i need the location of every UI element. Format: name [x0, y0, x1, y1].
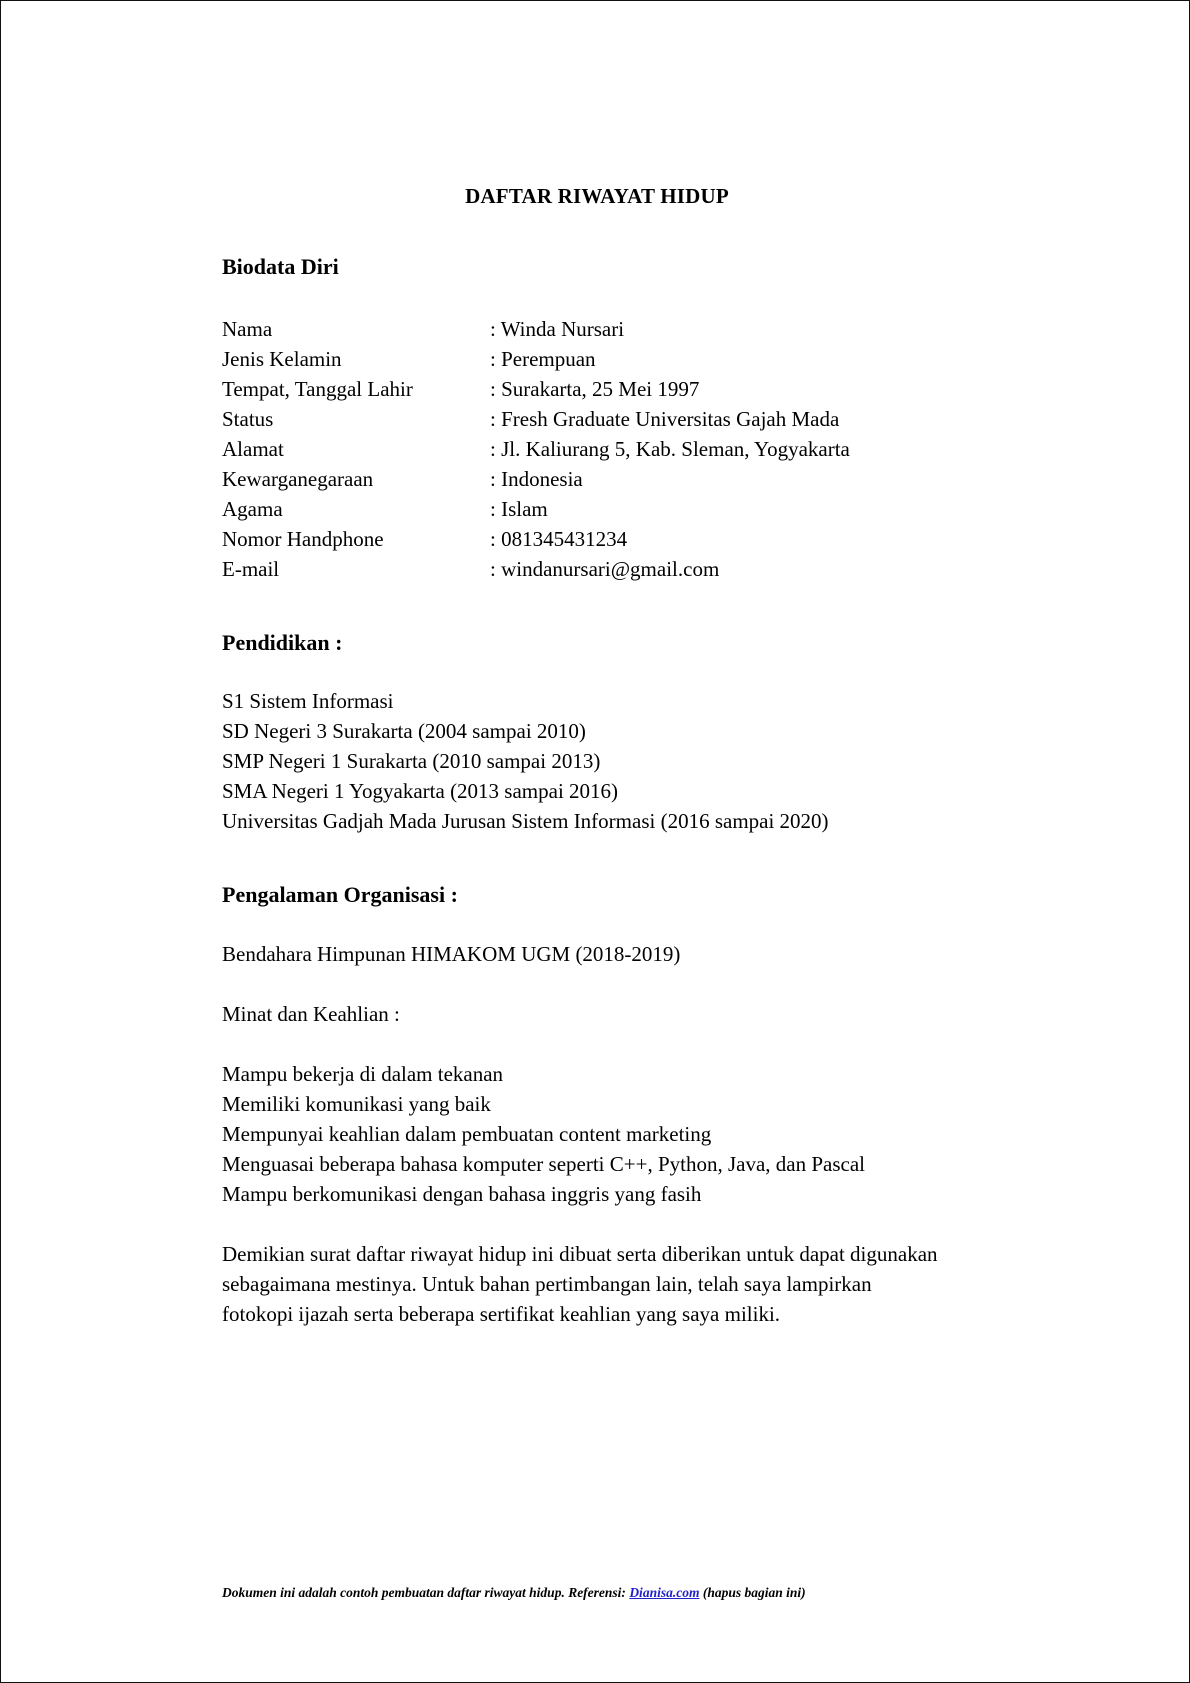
- biodata-label: Status: [222, 406, 274, 431]
- biodata-value: : windanursari@gmail.com: [490, 556, 720, 581]
- biodata-value: : Fresh Graduate Universitas Gajah Mada: [490, 406, 840, 431]
- biodata-label: Nomor Handphone: [222, 526, 384, 551]
- section-heading-biodata: Biodata Diri: [222, 254, 339, 279]
- footer-text-before: Dokumen ini adalah contoh pembuatan daftar riwayat hidup. Referensi:: [222, 1585, 630, 1600]
- biodata-label: E-mail: [222, 556, 280, 581]
- biodata-value: : Perempuan: [490, 346, 596, 371]
- section-heading-pendidikan: Pendidikan :: [222, 629, 343, 655]
- biodata-table-body: [222, 314, 850, 584]
- biodata-value: : 081345431234: [490, 526, 628, 551]
- list-item: S1 Sistem Informasi: [222, 689, 394, 713]
- list-item: SD Negeri 3 Surakarta (2004 sampai 2010): [222, 719, 586, 743]
- footer-reference-link[interactable]: Dianisa.com: [629, 1585, 700, 1600]
- list-item: Menguasai beberapa bahasa komputer seperti C++, Python, Java, dan Pascal: [222, 1151, 866, 1176]
- table-row: [222, 434, 850, 464]
- document-body: [222, 1, 952, 1329]
- biodata-value: : Surakarta, 25 Mei 1997: [490, 376, 700, 401]
- biodata-label: Kewarganegaraan: [222, 466, 374, 491]
- list-item: Mampu berkomunikasi dengan bahasa inggris yang fasih: [222, 1181, 702, 1206]
- table-row: [222, 314, 850, 344]
- section-heading-organisasi: Pengalaman Organisasi :: [222, 882, 458, 907]
- biodata-value: : Jl. Kaliurang 5, Kab. Sleman, Yogyakarta: [490, 436, 850, 461]
- closing-paragraph: Demikian surat daftar riwayat hidup ini dibuat serta diberikan untuk dapat digunakan sebagaimana mestinya. Untuk bahan pertimbangan lain, telah saya lampirkan fotokopi ijazah serta beberapa sertifikat keahlian yang saya miliki.: [222, 1241, 938, 1326]
- table-row: [222, 494, 850, 524]
- table-row: [222, 554, 850, 584]
- page-title: DAFTAR RIWAYAT HIDUP: [465, 184, 729, 208]
- list-item: Mampu bekerja di dalam tekanan: [222, 1061, 504, 1086]
- table-row: [222, 374, 850, 404]
- biodata-value: : Indonesia: [490, 466, 583, 491]
- list-item: SMA Negeri 1 Yogyakarta (2013 sampai 2016): [222, 779, 619, 803]
- biodata-label: Nama: [222, 316, 273, 341]
- list-item: Universitas Gadjah Mada Jurusan Sistem Informasi (2016 sampai 2020): [222, 809, 829, 833]
- biodata-value: : Islam: [490, 496, 548, 521]
- organisasi-list: [222, 939, 952, 969]
- minat-list: [222, 1059, 952, 1209]
- list-item: SMP Negeri 1 Surakarta (2010 sampai 2013): [222, 749, 601, 773]
- pendidikan-list: [222, 686, 952, 836]
- table-row: [222, 524, 850, 554]
- biodata-label: Tempat, Tanggal Lahir: [222, 376, 413, 401]
- list-item: Mempunyai keahlian dalam pembuatan content marketing: [222, 1121, 712, 1146]
- table-row: [222, 464, 850, 494]
- table-row: [222, 404, 850, 434]
- biodata-label: Alamat: [222, 436, 284, 461]
- biodata-table: [222, 314, 850, 584]
- table-row: [222, 344, 850, 374]
- list-item: Memiliki komunikasi yang baik: [222, 1091, 491, 1116]
- section-heading-minat: Minat dan Keahlian :: [222, 1001, 400, 1026]
- biodata-label: Jenis Kelamin: [222, 346, 342, 371]
- list-item: Bendahara Himpunan HIMAKOM UGM (2018-2019): [222, 941, 681, 966]
- biodata-label: Agama: [222, 496, 283, 521]
- footer-note: [222, 1584, 962, 1602]
- biodata-value: : Winda Nursari: [490, 316, 625, 341]
- footer-text-after: (hapus bagian ini): [699, 1585, 806, 1600]
